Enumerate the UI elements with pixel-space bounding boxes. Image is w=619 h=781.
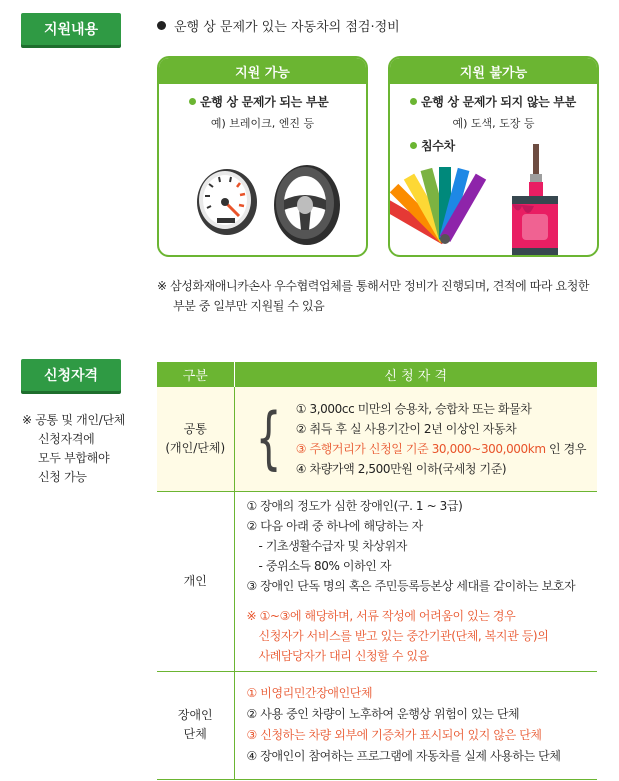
card-title: 지원 불가능 bbox=[390, 58, 597, 84]
row-category-org: 장애인 단체 bbox=[157, 671, 234, 779]
support-section-label: 지원내용 bbox=[21, 13, 121, 45]
bullet-icon bbox=[157, 21, 166, 30]
personal-note: ※ ①~③에 해당하며, 서류 작성에 어려움이 있는 경우 신청자가 서비스를 받고 있는 중간기관(단체, 복지관 등)의 사례담당자가 대리 신청할 수 있음 bbox=[246, 609, 549, 663]
list-item: ② 사용 중인 차량이 노후하여 운행상 위험이 있는 단체 bbox=[246, 707, 520, 721]
header-content: 신 청 자 격 bbox=[234, 362, 597, 387]
support-note: ※ 삼성화재애니카손사 우수협력업체를 통해서만 정비가 진행되며, 견적에 따라 요청한 부분 중 일부만 지원될 수 있음 bbox=[157, 279, 590, 313]
list-item: - 중위소득 80% 이하인 자 bbox=[258, 559, 392, 573]
list-item: ① 비영리민간장애인단체 bbox=[246, 686, 373, 700]
list-item: ③ 신청하는 차량 외부에 기증처가 표시되어 있지 않은 단체 bbox=[246, 728, 542, 742]
table-row bbox=[157, 671, 597, 779]
qualification-section-label: 신청자격 bbox=[21, 359, 121, 391]
list-item: - 기초생활수급자 및 차상위자 bbox=[258, 539, 407, 553]
list-item: ① 3,000cc 미만의 승용차, 승합차 또는 화물차 bbox=[295, 401, 532, 416]
card-item: 침수차 bbox=[390, 137, 597, 154]
list-item: ② 취득 후 실 사용기간이 2년 이상인 자동차 bbox=[295, 421, 517, 436]
steering-wheel-icon bbox=[274, 165, 340, 245]
list-item: ④ 차량가액 2,500만원 이하(국세청 기준) bbox=[295, 461, 507, 476]
list-item: ② 다음 아래 중 하나에 해당하는 자 bbox=[246, 519, 423, 533]
bullet-icon bbox=[410, 98, 417, 105]
row-category-common: 공통 (개인/단체) bbox=[157, 387, 234, 491]
speedometer-icon bbox=[197, 169, 257, 235]
bullet-icon bbox=[189, 98, 196, 105]
list-item: ④ 장애인이 참여하는 프로그램에 자동차를 실제 사용하는 단체 bbox=[246, 749, 561, 763]
card-example: 예) 도색, 도장 등 bbox=[452, 117, 535, 130]
card-item: 운행 상 문제가 되지 않는 부분 bbox=[390, 93, 597, 110]
support-summary: 운행 상 문제가 있는 자동차의 점검·정비 bbox=[157, 16, 400, 35]
table-row bbox=[157, 491, 597, 671]
header-category: 구분 bbox=[157, 362, 234, 387]
paint-can-brush-icon bbox=[512, 144, 558, 256]
card-example: 예) 브레이크, 엔진 등 bbox=[210, 117, 315, 130]
card-title: 지원 가능 bbox=[159, 58, 366, 84]
qualification-table bbox=[157, 362, 597, 780]
brace-icon: { bbox=[255, 398, 282, 478]
card-item: 운행 상 문제가 되는 부분 bbox=[159, 93, 366, 110]
support-possible-card bbox=[157, 56, 368, 257]
list-item: ③ 주행거리가 신청일 기준 30,000~300,000km 인 경우 bbox=[295, 441, 587, 456]
color-swatch-icon bbox=[390, 167, 486, 244]
qualification-side-note: ※ 공통 및 개인/단체 신청자격에 모두 부합해야 신청 가능 bbox=[22, 413, 126, 484]
row-category-personal: 개인 bbox=[157, 491, 234, 671]
support-impossible-card bbox=[388, 56, 599, 257]
table-header-row bbox=[157, 362, 597, 387]
list-item: ① 장애의 정도가 심한 장애인(구. 1 ~ 3급) bbox=[246, 499, 463, 513]
list-item: ③ 장애인 단독 명의 혹은 주민등록등본상 세대를 같이하는 보호자 bbox=[246, 579, 576, 593]
table-row bbox=[157, 387, 597, 491]
